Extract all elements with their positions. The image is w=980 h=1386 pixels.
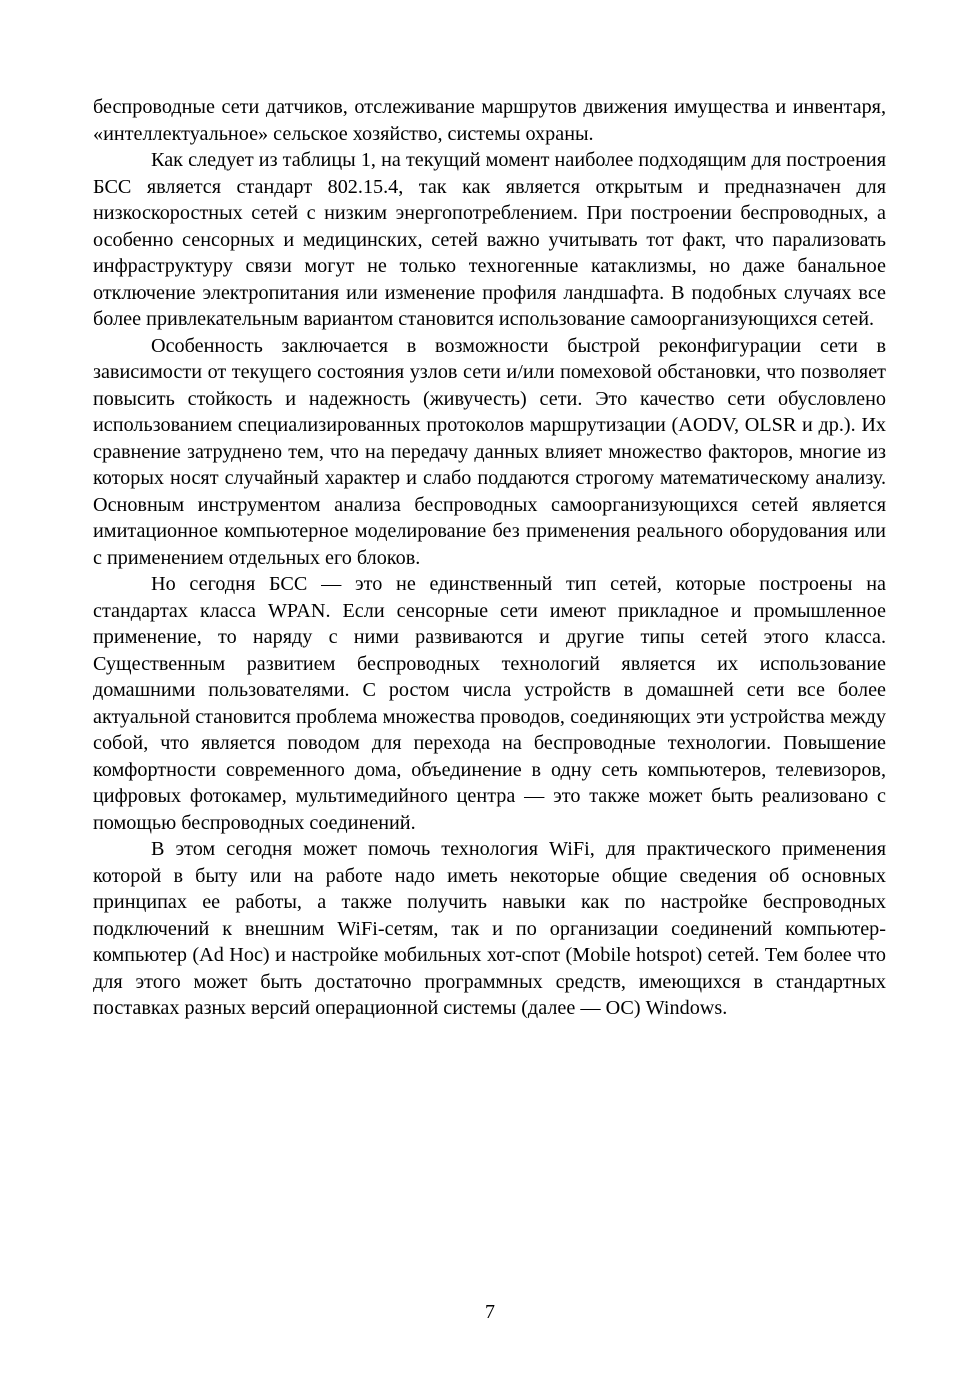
- body-text: [93, 94, 886, 1022]
- paragraph-standard-802-15-4: Как следует из таблицы 1, на текущий момент наиболее подходящим для построения БСС является стандарт 802.15.4, так как является открытым и предназначен для низкоскоростных сетей с низким энергопотреблением. При построении беспроводных, а особенно сенсорных и медицинских, сетей важно учитывать тот факт, что парализовать инфраструктуру связи могут не только техногенные катаклизмы, но даже банальное отключение электропитания или изменение профиля ландшафта. В подобных случаях все более привлекательным вариантом становится использование самоорганизующихся сетей.: [93, 149, 886, 330]
- paragraph-continuation: беспроводные сети датчиков, отслеживание маршрутов движения имущества и инвентаря, «интеллектуальное» сельское хозяйство, системы охраны.: [93, 96, 886, 145]
- page-number: 7: [485, 1301, 495, 1323]
- paragraph-reconfiguration: Особенность заключается в возможности быстрой реконфигурации сети в зависимости от текущего состояния узлов сети и/или помеховой обстановки, что позволяет повысить стойкость и надежность (живучесть) сети. Это качество сети обусловлено использованием специализированных протоколов маршрутизации (AODV, OLSR и др.). Их сравнение затруднено тем, что на передачу данных влияет множество факторов, многие из которых носят случайный характер и слабо поддаются строгому математическому анализу. Основным инструментом анализа беспроводных самоорганизующихся сетей является имитационное компьютерное моделирование без применения реального оборудования или с применением отдельных его блоков.: [93, 334, 886, 569]
- paragraph-wifi: В этом сегодня может помочь технология WiFi, для практического применения которой в быту или на работе надо иметь некоторые общие сведения об основных принципах ее работы, а также получить навыки как по настройке беспроводных подключений к внешним WiFi-сетям, так и по организации соединений компьютер-компьютер (Ad Hoc) и настройке мобильных хот-спот (Mobile hotspot) сетей. Тем более что для этого может быть достаточно программных средств, имеющихся в стандартных поставках разных версий операционной системы (далее — ОС) Windows.: [93, 838, 886, 1019]
- paragraph-wpan-networks: Но сегодня БСС — это не единственный тип сетей, которые построены на стандартах класса WPAN. Если сенсорные сети имеют прикладное и промышленное применение, то наряду с ними развиваются и другие типы сетей этого класса. Существенным развитием беспроводных технологий является их использование домашними пользователями. С ростом числа устройств в домашней сети все более актуальной становится проблема множества проводов, соединяющих эти устройства между собой, что является поводом для перехода на беспроводные технологии. Повышение комфортности современного дома, объединение в одну сеть компьютеров, телевизоров, цифровых фотокамер, мультимедийного центра — это также может быть реализовано с помощью беспроводных соединений.: [93, 573, 886, 834]
